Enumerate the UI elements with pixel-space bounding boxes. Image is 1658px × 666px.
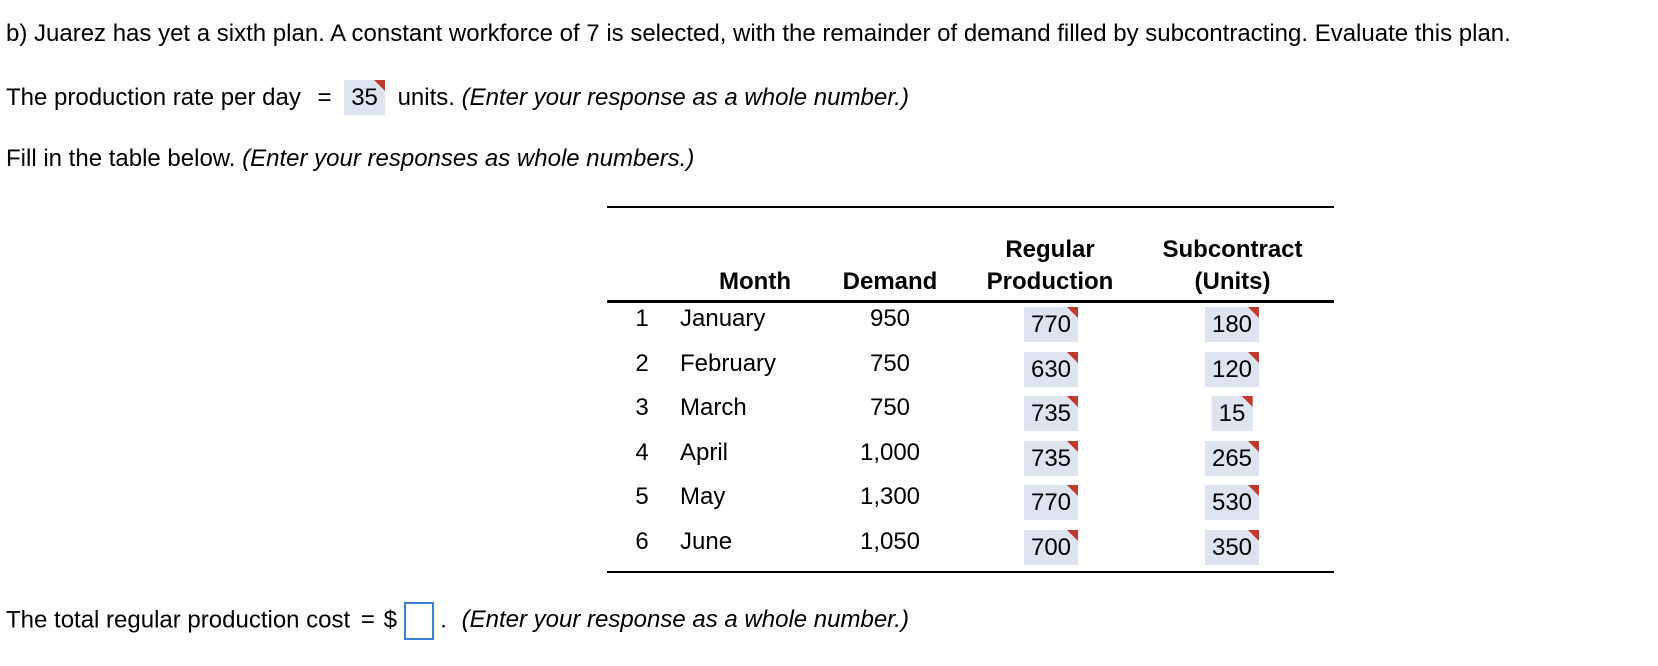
regular-production-answer[interactable]	[1024, 485, 1078, 520]
demand-cell: 1,050	[859, 528, 921, 555]
equals-sign: =	[317, 84, 332, 111]
regular-production-answer-value: 770	[1030, 489, 1072, 516]
header-subcontract-line1: Subcontract	[1162, 236, 1303, 263]
incorrect-flag-icon	[1067, 307, 1078, 318]
row-index: 3	[635, 394, 649, 421]
row-index: 5	[635, 483, 649, 510]
question-text: b) Juarez has yet a sixth plan. A constant workforce of 7 is selected, with the remainder of demand filled by subcontracting. Evaluate this plan.	[6, 20, 1511, 47]
production-rate-value: 35	[351, 84, 378, 111]
regular-production-answer[interactable]	[1024, 441, 1078, 476]
table-prompt	[6, 145, 694, 173]
equals-sign: =	[360, 606, 375, 634]
incorrect-flag-icon	[1067, 396, 1078, 407]
header-month: Month	[719, 268, 791, 295]
subcontract-answer[interactable]	[1212, 396, 1253, 431]
subcontract-answer-value-box	[1205, 485, 1259, 520]
regular-production-answer-value: 700	[1030, 534, 1072, 561]
row-index: 1	[635, 305, 649, 332]
units-text: units.	[397, 84, 455, 111]
regular-production-answer-value: 630	[1030, 356, 1072, 383]
table-prompt-text: Fill in the table below.	[6, 145, 236, 172]
row-index: 4	[635, 439, 649, 466]
regular-production-answer-value-box	[1024, 485, 1078, 520]
subcontract-answer-value-box	[1205, 441, 1259, 476]
regular-production-answer[interactable]	[1024, 307, 1078, 342]
demand-cell: 750	[869, 394, 911, 421]
month-cell: May	[680, 483, 726, 510]
table-top-rule	[607, 206, 1334, 208]
regular-production-answer[interactable]	[1024, 396, 1078, 431]
regular-production-answer-value-box	[1024, 307, 1078, 342]
subcontract-answer-value: 180	[1211, 311, 1253, 338]
incorrect-flag-icon	[374, 80, 385, 91]
total-cost-line	[6, 602, 909, 640]
regular-production-answer-value: 770	[1030, 311, 1072, 338]
header-demand: Demand	[842, 268, 938, 295]
production-rate-line	[6, 80, 909, 115]
total-cost-input[interactable]	[404, 602, 434, 640]
production-rate-hint: (Enter your response as a whole number.)	[461, 84, 909, 111]
incorrect-flag-icon	[1248, 485, 1259, 496]
regular-production-answer-value-box	[1024, 352, 1078, 387]
header-regular-line2: Production	[986, 268, 1114, 295]
subcontract-answer[interactable]	[1205, 530, 1259, 565]
regular-production-answer-value: 735	[1030, 445, 1072, 472]
month-cell: April	[680, 439, 729, 466]
incorrect-flag-icon	[1067, 352, 1078, 363]
table-header-rule	[607, 300, 1334, 303]
subcontract-answer[interactable]	[1205, 307, 1259, 342]
month-cell: June	[680, 528, 733, 555]
demand-cell: 950	[869, 305, 911, 332]
row-index: 2	[635, 350, 649, 377]
month-cell: March	[680, 394, 747, 421]
production-rate-answer[interactable]	[344, 80, 385, 115]
regular-production-answer-value-box	[1024, 530, 1078, 565]
subcontract-answer[interactable]	[1205, 441, 1259, 476]
subcontract-answer[interactable]	[1205, 485, 1259, 520]
row-index: 6	[635, 528, 649, 555]
month-cell: February	[680, 350, 777, 377]
demand-cell: 750	[869, 350, 911, 377]
incorrect-flag-icon	[1248, 307, 1259, 318]
incorrect-flag-icon	[1067, 530, 1078, 541]
currency-symbol: $	[383, 606, 397, 634]
demand-cell: 1,300	[859, 483, 921, 510]
period: .	[440, 606, 447, 634]
subcontract-answer-value: 265	[1211, 445, 1253, 472]
header-regular-line1: Regular	[1005, 236, 1095, 263]
table-prompt-hint: (Enter your responses as whole numbers.)	[242, 145, 695, 172]
subcontract-answer[interactable]	[1205, 352, 1259, 387]
subcontract-answer-value-box	[1212, 396, 1253, 431]
incorrect-flag-icon	[1241, 396, 1252, 407]
subcontract-answer-value: 15	[1218, 400, 1246, 427]
incorrect-flag-icon	[1067, 485, 1078, 496]
subcontract-answer-value: 350	[1211, 534, 1253, 561]
regular-production-answer-value-box	[1024, 396, 1078, 431]
incorrect-flag-icon	[1067, 441, 1078, 452]
subcontract-answer-value-box	[1205, 530, 1259, 565]
total-cost-label: The total regular production cost	[6, 606, 351, 634]
total-cost-hint: (Enter your response as a whole number.)	[461, 606, 909, 634]
regular-production-answer[interactable]	[1024, 530, 1078, 565]
regular-production-answer-value: 735	[1030, 400, 1072, 427]
subcontract-answer-value: 530	[1211, 489, 1253, 516]
regular-production-answer[interactable]	[1024, 352, 1078, 387]
subcontract-answer-value-box	[1205, 307, 1259, 342]
production-rate-label: The production rate per day	[6, 84, 301, 111]
table-bottom-rule	[607, 571, 1334, 573]
header-subcontract-line2: (Units)	[1194, 268, 1271, 295]
incorrect-flag-icon	[1248, 352, 1259, 363]
regular-production-answer-value-box	[1024, 441, 1078, 476]
demand-cell: 1,000	[859, 439, 921, 466]
subcontract-answer-value: 120	[1211, 356, 1253, 383]
month-cell: January	[680, 305, 766, 332]
subcontract-answer-value-box	[1205, 352, 1259, 387]
incorrect-flag-icon	[1248, 530, 1259, 541]
incorrect-flag-icon	[1248, 441, 1259, 452]
